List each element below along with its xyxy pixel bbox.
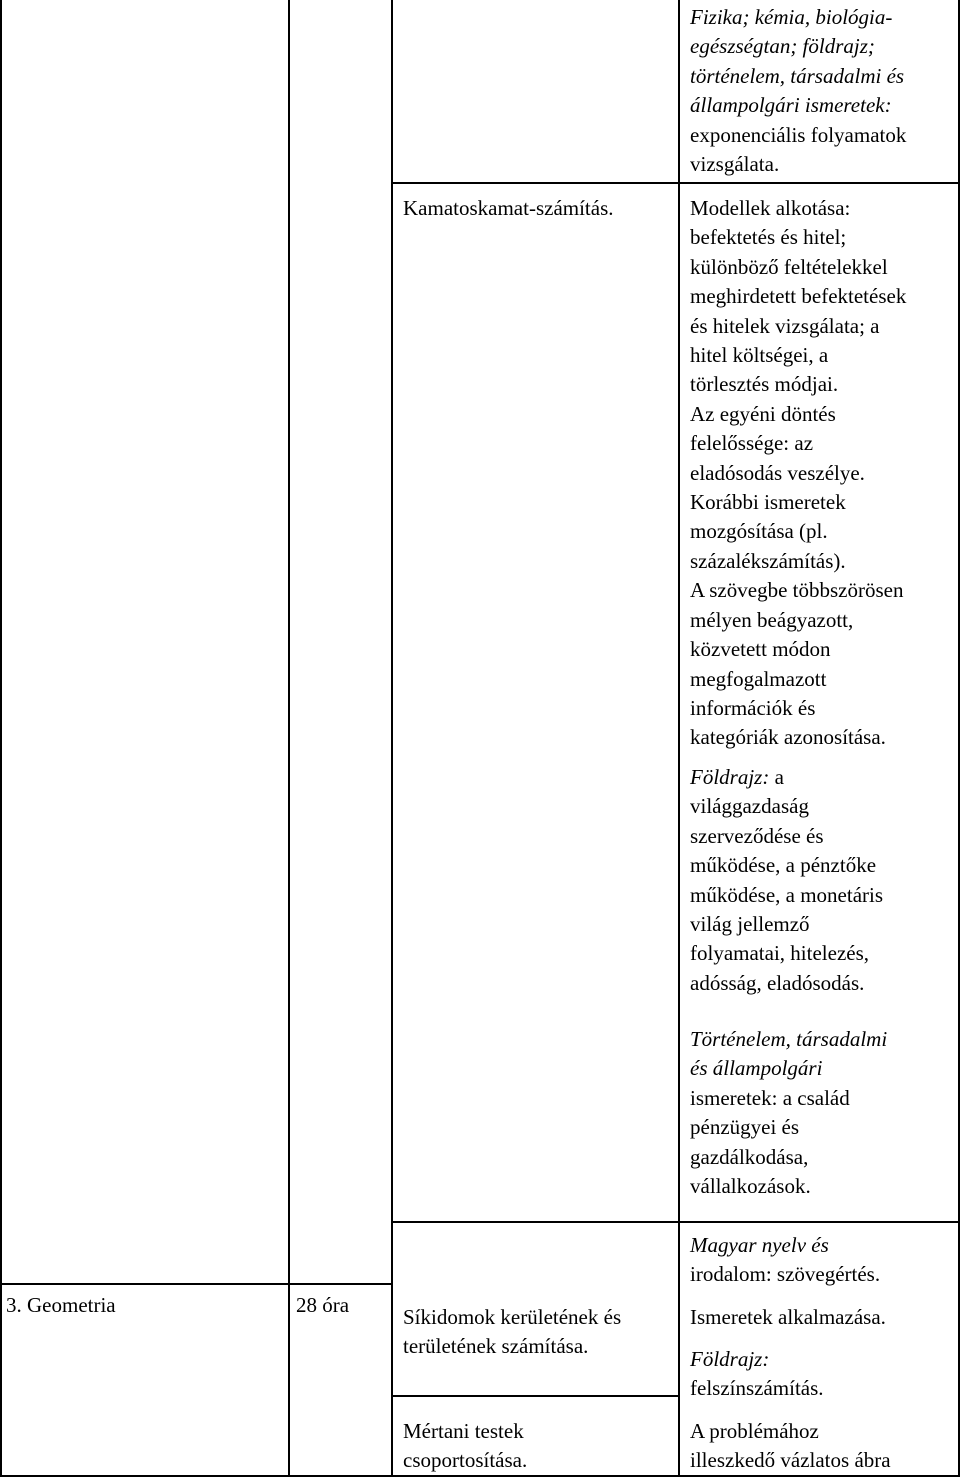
cell-geometria-testek [403, 1417, 527, 1476]
table-border-col3 [678, 0, 680, 1477]
text-line: eladósodás veszélye. [690, 460, 865, 485]
text-line: irodalom: szövegértés. [690, 1262, 881, 1287]
text-line: történelem, társadalmi és [690, 63, 905, 88]
text-line: százalékszámítás). [690, 548, 846, 573]
text-line: meghirdetett befektetések [690, 284, 907, 309]
text-line: befektetés és hitel; [690, 225, 847, 250]
subject-label: Földrajz: [690, 1347, 770, 1371]
text-line: ismeretek: a család [690, 1085, 850, 1110]
text-line: közvetett módon [690, 637, 831, 662]
table-border-col2 [391, 0, 393, 1477]
cell-top-related-subjects [690, 3, 906, 179]
section-hours: 28 óra [296, 1293, 350, 1317]
text-line: exponenciális folyamatok [690, 122, 907, 147]
text-line: szerveződése és [690, 823, 824, 848]
text-line: vállalkozások. [690, 1174, 811, 1199]
text-line: hitel költségei, a [690, 343, 829, 368]
row-border-kamatos-geometria [391, 1221, 960, 1223]
text-line: állampolgári ismeretek: [690, 93, 892, 118]
text-line [690, 763, 883, 792]
text-line: vizsgálata. [690, 152, 780, 177]
text-line: különböző feltételekkel [690, 254, 888, 279]
text-line: Síkidomok kerületének és [403, 1305, 622, 1329]
text-line: információk és [690, 695, 816, 720]
text-line: területének számítása. [403, 1334, 589, 1359]
text-line: Fizika; kémia, biológia- [690, 5, 893, 29]
table-border-col1 [288, 0, 290, 1477]
text-line: Az egyéni döntés [690, 401, 836, 426]
cell-geometria-problema [690, 1417, 891, 1476]
cell-kamatos-tortenelem [690, 1025, 887, 1201]
text-line: felelőssége: az [690, 431, 814, 456]
text-line: törlesztés módjai. [690, 372, 839, 397]
text-line: Magyar nyelv és [690, 1233, 829, 1257]
cell-geometria-related [690, 1231, 880, 1290]
text-line: pénzügyei és [690, 1115, 800, 1140]
text-line: Történelem, társadalmi [690, 1027, 888, 1051]
text-line: mozgósítása (pl. [690, 519, 828, 544]
text-line: működése, a pénztőke [690, 853, 877, 878]
text-line: A szövegbe többszörösen [690, 578, 904, 603]
cell-kamatos-modell [690, 194, 906, 753]
section-title: 3. Geometria [6, 1293, 116, 1317]
text-line: gazdálkodása, [690, 1144, 809, 1169]
text-line: felszínszámítás. [690, 1376, 824, 1401]
text-line: mélyen beágyazott, [690, 607, 854, 632]
text-line: illeszkedő vázlatos ábra [690, 1448, 891, 1473]
cell-geometria-sikidomok [403, 1303, 621, 1362]
text-line: adósság, eladósodás. [690, 970, 865, 995]
text-line: Ismeretek alkalmazása. [690, 1305, 886, 1329]
text-line: Korábbi ismeretek [690, 490, 846, 515]
cell-kamatos-foldrajz [690, 763, 883, 998]
row-border-geometria-top [0, 1283, 391, 1285]
text-fragment: a [769, 765, 784, 789]
text-line: egészségtan; földrajz; [690, 34, 875, 59]
text-line: csoportosítása. [403, 1448, 528, 1473]
text-line: kategóriák azonosítása. [690, 725, 886, 750]
text-line: és hitelek vizsgálata; a [690, 313, 880, 338]
text-line: Modellek alkotása: [690, 196, 851, 220]
text-line: folyamatai, hitelezés, [690, 941, 870, 966]
text-line: A problémához [690, 1419, 819, 1443]
text-line: működése, a monetáris [690, 882, 884, 907]
text-line: Mértani testek [403, 1419, 524, 1443]
subject-label: Földrajz: [690, 765, 770, 789]
text-line: világ jellemző [690, 912, 810, 937]
text-line: megfogalmazott [690, 666, 827, 691]
cell-kamatos-topic: Kamatoskamat-számítás. [403, 196, 614, 220]
text-line: és állampolgári [690, 1056, 823, 1081]
text-line: világgazdaság [690, 794, 809, 819]
table-border-left [0, 0, 2, 1477]
cell-border-col3-split [391, 1395, 680, 1397]
row-border-top-kamatos [391, 182, 960, 184]
cell-geometria-foldrajz [690, 1345, 824, 1404]
